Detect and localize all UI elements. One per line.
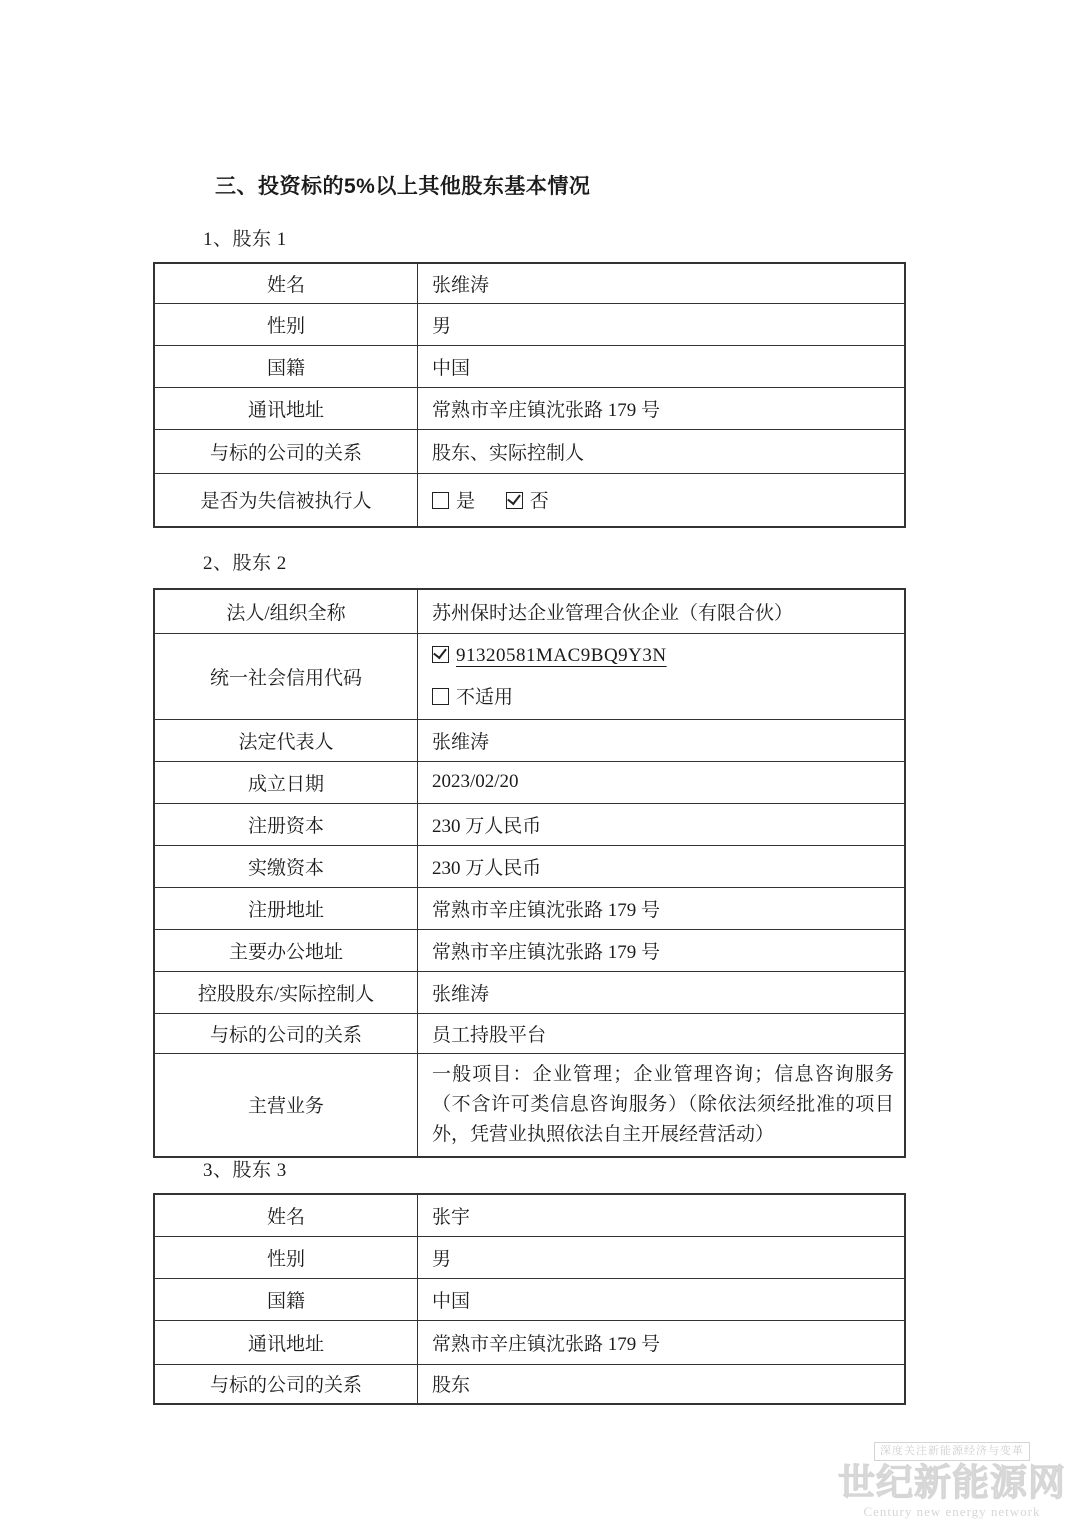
table-row xyxy=(154,387,905,429)
shareholder3-table xyxy=(153,1193,906,1405)
row-value: 张维涛 xyxy=(418,263,906,303)
watermark-tagline: 深度关注新能源经济与变革 xyxy=(874,1442,1030,1461)
credit-code-value: 91320581MAC9BQ9Y3N xyxy=(456,644,667,666)
shareholder2-table xyxy=(153,588,906,1158)
row-label: 姓名 xyxy=(154,263,418,303)
row-value: 股东 xyxy=(418,1364,906,1404)
row-value: 常熟市辛庄镇沈张路 179 号 xyxy=(418,887,906,929)
row-value: 2023/02/20 xyxy=(418,761,906,803)
row-value: 张维涛 xyxy=(418,719,906,761)
table-row xyxy=(154,1194,905,1236)
row-value: 常熟市辛庄镇沈张路 179 号 xyxy=(418,387,906,429)
subsection-heading-shareholder3: 3、股东 3 xyxy=(203,1160,287,1181)
table-row xyxy=(154,971,905,1013)
table-row xyxy=(154,589,905,633)
subsection-heading-shareholder2: 2、股东 2 xyxy=(203,553,287,574)
row-label: 国籍 xyxy=(154,345,418,387)
row-value: 苏州保时达企业管理合伙企业（有限合伙） xyxy=(418,589,906,633)
table-row xyxy=(154,633,905,719)
row-label: 姓名 xyxy=(154,1194,418,1236)
not-applicable-label: 不适用 xyxy=(456,686,514,708)
table-row xyxy=(154,803,905,845)
table-row xyxy=(154,1013,905,1053)
row-label: 与标的公司的关系 xyxy=(154,429,418,473)
table-row xyxy=(154,845,905,887)
checkbox-unchecked-icon xyxy=(432,492,449,509)
table-row xyxy=(154,429,905,473)
row-label: 是否为失信被执行人 xyxy=(154,473,418,527)
table-row xyxy=(154,1278,905,1320)
row-label: 性别 xyxy=(154,303,418,345)
row-value: 张宇 xyxy=(418,1194,906,1236)
row-label: 与标的公司的关系 xyxy=(154,1364,418,1404)
table-row xyxy=(154,1364,905,1404)
table-row xyxy=(154,1236,905,1278)
dishonest-options xyxy=(418,473,906,527)
table-row xyxy=(154,1320,905,1364)
row-value: 中国 xyxy=(418,1278,906,1320)
row-label: 通讯地址 xyxy=(154,387,418,429)
subsection-heading-shareholder1: 1、股东 1 xyxy=(203,229,287,250)
option-yes-label: 是 xyxy=(456,491,476,513)
table-row xyxy=(154,303,905,345)
row-value: 230 万人民币 xyxy=(418,845,906,887)
row-value: 常熟市辛庄镇沈张路 179 号 xyxy=(418,929,906,971)
table-row xyxy=(154,719,905,761)
table-row xyxy=(154,887,905,929)
row-label: 注册地址 xyxy=(154,887,418,929)
table-row xyxy=(154,263,905,303)
row-label: 法人/组织全称 xyxy=(154,589,418,633)
row-label: 注册资本 xyxy=(154,803,418,845)
watermark-logo-text: 世纪新能源网 xyxy=(838,1462,1066,1503)
row-label: 通讯地址 xyxy=(154,1320,418,1364)
row-label: 性别 xyxy=(154,1236,418,1278)
option-no-label: 否 xyxy=(529,491,549,513)
row-value: 男 xyxy=(418,303,906,345)
row-value: 男 xyxy=(418,1236,906,1278)
row-label: 控股股东/实际控制人 xyxy=(154,971,418,1013)
watermark-subtitle: Century new energy network xyxy=(863,1504,1041,1519)
row-value: 员工持股平台 xyxy=(418,1013,906,1053)
credit-code-option xyxy=(432,643,894,669)
row-label: 统一社会信用代码 xyxy=(154,633,418,719)
watermark xyxy=(828,1441,1076,1520)
row-value: 股东、实际控制人 xyxy=(418,429,906,473)
table-row xyxy=(154,761,905,803)
row-label: 成立日期 xyxy=(154,761,418,803)
row-label: 实缴资本 xyxy=(154,845,418,887)
row-value: 常熟市辛庄镇沈张路 179 号 xyxy=(418,1320,906,1364)
table-row xyxy=(154,929,905,971)
not-applicable-option xyxy=(432,685,894,711)
row-value: 张维涛 xyxy=(418,971,906,1013)
row-label: 主营业务 xyxy=(154,1053,418,1157)
row-label: 国籍 xyxy=(154,1278,418,1320)
checkbox-checked-icon xyxy=(506,492,523,509)
table-row xyxy=(154,473,905,527)
shareholder1-table xyxy=(153,262,906,528)
row-label: 与标的公司的关系 xyxy=(154,1013,418,1053)
table-row xyxy=(154,345,905,387)
row-value: 一般项目：企业管理；企业管理咨询；信息咨询服务（不含许可类信息咨询服务）（除依法须经批准的项目外，凭营业执照依法自主开展经营活动） xyxy=(418,1053,906,1157)
row-label: 法定代表人 xyxy=(154,719,418,761)
row-value: 中国 xyxy=(418,345,906,387)
row-value: 230 万人民币 xyxy=(418,803,906,845)
checkbox-checked-icon xyxy=(432,646,449,663)
credit-code-options xyxy=(418,633,906,719)
checkbox-unchecked-icon xyxy=(432,688,449,705)
section-title: 三、投资标的5%以上其他股东基本情况 xyxy=(215,175,591,198)
table-row xyxy=(154,1053,905,1157)
row-label: 主要办公地址 xyxy=(154,929,418,971)
